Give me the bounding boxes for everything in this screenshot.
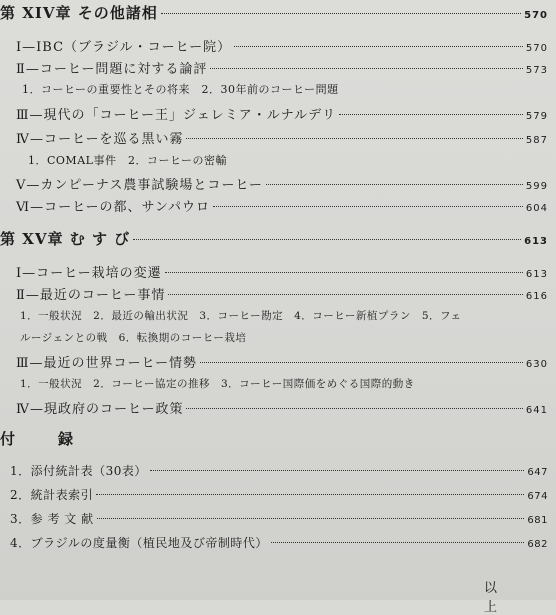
page-number: 579	[525, 111, 548, 122]
page-number: 599	[525, 181, 548, 192]
leader-dots	[266, 184, 523, 185]
leader-dots	[234, 46, 523, 47]
leader-dots	[96, 494, 524, 495]
entry-label: Ⅰ—コーヒー栽培の変遷	[16, 266, 162, 281]
page-number: 587	[525, 135, 548, 146]
chapter-14-heading	[0, 2, 548, 23]
leader-dots	[186, 138, 522, 139]
leader-dots	[339, 114, 523, 115]
toc-subentry: 1．一般状況 2．コーヒー協定の推移 3．コーヒー国際価をめぐる国際的動き	[20, 378, 415, 390]
leader-dots	[97, 518, 525, 519]
leader-dots	[200, 362, 523, 363]
entry-label: Ⅱ—最近のコーヒー事情	[16, 288, 166, 303]
entry-label: Ⅲ—現代の「コーヒー王」ジェレミア・ルナルデリ	[16, 108, 337, 123]
page-number: 570	[524, 10, 548, 21]
leader-dots	[271, 542, 525, 543]
toc-entry	[16, 36, 548, 55]
toc-entry	[10, 486, 548, 503]
end-mark: 以 上	[484, 581, 539, 615]
chapter-title: 第 XIV章 その他諸相	[0, 4, 158, 22]
toc-subentry: ルージェンとの戦 6．転換期のコーヒー栽培	[20, 332, 247, 344]
entry-label: 4．ブラジルの度量衡（植民地及び帝制時代）	[10, 536, 268, 550]
leader-dots	[161, 13, 521, 14]
entry-label: 1．添付統計表（30表）	[10, 464, 147, 478]
entry-label: 3．参 考 文 献	[10, 512, 94, 526]
page-number: 681	[527, 515, 548, 526]
appendix-heading: 付 録	[0, 430, 88, 448]
entry-label: Ⅰ—IBC（ブラジル・コーヒー院）	[16, 40, 232, 55]
entry-label: Ⅳ—コーヒーを巡る黒い霧	[16, 132, 184, 147]
entry-label: 2．統計表索引	[10, 488, 94, 502]
page-number: 641	[525, 405, 548, 416]
chapter-title: 第 XV章 む す び	[0, 230, 131, 248]
page-number: 682	[527, 539, 548, 550]
page-number: 613	[524, 236, 548, 247]
toc-entry	[16, 398, 548, 417]
toc-entry	[10, 462, 548, 479]
leader-dots	[168, 294, 523, 295]
toc-entry	[16, 284, 548, 303]
leader-dots	[165, 272, 523, 273]
page-number: 573	[525, 65, 548, 76]
leader-dots	[210, 68, 523, 69]
toc-entry	[16, 104, 548, 123]
page-number: 647	[527, 467, 548, 478]
toc-entry	[16, 196, 548, 215]
toc-entry	[16, 174, 548, 193]
page-number: 674	[527, 491, 548, 502]
toc-entry	[16, 352, 548, 371]
entry-label: Ⅴ—カンピーナス農事試験場とコーヒー	[16, 178, 263, 193]
toc-entry	[16, 58, 548, 77]
toc-entry	[16, 128, 548, 147]
entry-label: Ⅳ—現政府のコーヒー政策	[16, 402, 184, 417]
entry-label: Ⅲ—最近の世界コーヒー情勢	[16, 356, 198, 371]
toc-subentry: 1．COMAL事件 2．コーヒーの密輸	[28, 154, 228, 167]
entry-label: Ⅱ—コーヒー問題に対する論評	[16, 62, 208, 77]
toc-entry	[10, 534, 548, 551]
leader-dots	[186, 408, 522, 409]
leader-dots	[213, 206, 523, 207]
toc-subentry: 1．一般状況 2．最近の輸出状況 3．コーヒー勘定 4．コーヒー新植プラン 5．フェ	[20, 310, 462, 322]
chapter-15-heading	[0, 228, 548, 249]
toc-entry	[10, 510, 548, 527]
page-number: 613	[525, 269, 548, 280]
page-number: 616	[525, 291, 548, 302]
leader-dots	[133, 239, 521, 240]
page-number: 604	[525, 203, 548, 214]
page-number: 570	[525, 43, 548, 54]
toc-subentry: 1．コーヒーの重要性とその将来 2．30年前のコーヒー問題	[22, 83, 339, 96]
entry-label: Ⅵ—コーヒーの都、サンパウロ	[16, 200, 210, 215]
leader-dots	[150, 470, 525, 471]
page-number: 630	[525, 359, 548, 370]
toc-entry	[16, 262, 548, 281]
